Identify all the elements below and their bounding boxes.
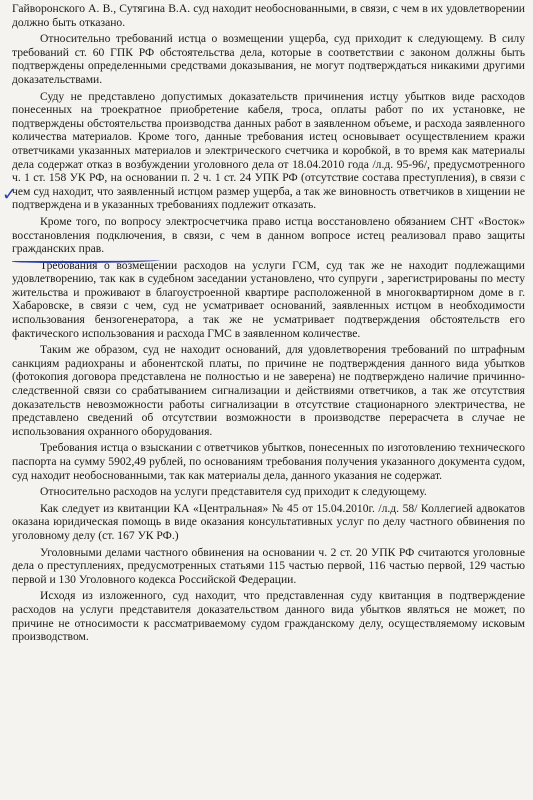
paragraph-3: Суду не представлено допустимых доказательств причинения истцу убытков виде расходов понесенных на троекратное приобретение кабеля, троса, оплаты работ по их установке, не подтверждены обстоятельства производства данных работ в заявленном объеме, и расхода заявленного количества материалов. Кроме того, данные требования истец основывает осуществлением кражи ответчиками указанных материалов и электрического счетчика и коробкой, в то время как материалы дела содержат отказ в возбуждении уголовного дела от 18.04.2010 года /л.д. 95-96/, предусмотренного ч. 1 ст. 158 УК РФ, на основании п. 2 ч. 1 ст. 24 УПК РФ (отсутствие состава преступления), в связи с чем суд находит, что заявленный истцом размер ущерба, а так же виновность ответчиков в хищении не подтверждена и в указанных требованиях подлежит отказать. [12,89,525,212]
paragraph-11: Исходя из изложенного, суд находит, что представленная суду квитанция в подтверждение расходов на услуги представителя доказательством данного вида убытков являться не может, по причине не относимости к рассматриваемому судом гражданскому делу, осуществляемому исковым производством. [12,589,525,644]
paragraph-8: Относительно расходов на услуги представителя суд приходит к следующему. [40,485,427,499]
paragraph-4: Кроме того, по вопросу электросчетчика право истца восстановлено обязанием СНТ «Восток» восстановления подключения, в связи, с чем в данном вопросе истец реализовал право защиты гражданских прав. [12,214,525,256]
paragraph-2: Относительно требований истца о возмещении ущерба, суд приходит к следующему. В силу требований ст. 60 ГПК РФ обстоятельства дела, которые в соответствии с законом должны быть подтверждены определенными средствами доказывания, не могут подтверждаться никакими другими доказательствами. [12,32,525,86]
paragraph-5: Требования о возмещении расходов на услуги ГСМ, суд так же не находит подлежащими удовлетворению, так как в судебном заседании установлено, что супруги , зарегистрированы по месту жительства и проживают в благоустроенной квартире расположенной в многоквартирном доме в г. Хабаровске, в связи с чем, суд не усматривает оснований, заявленных истцом в необходимости использования бензогенератора, а так же не усматривает подтверждения обстоятельств его фактического использования и расхода ГМС в заявленном количестве. [12,258,525,340]
paragraph-1: Гайворонского А. В., Сутягина В.А. суд находит необоснованными, в связи, с чем в их удовлетворении должно быть отказано. [12,2,525,29]
paragraph-9: Как следует из квитанции КА «Центральная» № 45 от 15.04.2010г. /л.д. 58/ Коллегией адвокатов оказана юридическая помощь в виде оказания консультативных услуг по делу частного обвинения по уголовному делу (ст. 167 УК РФ.) [12,501,525,542]
paragraph-6: Таким же образом, суд не находит оснований, для удовлетворения требований по штрафным санкциям радиохраны и абонентской платы, по причине не подтверждения данного вида убытков (фотокопия договора представлена не полностью и не заверена) не подтверждено наличие причинно-следственной связи со срабатыванием сигнализации и действиями ответчиков, а так же отсутствия доказательств невозможности работы сигнализации в отсутствие стационарного электричества, не представлено сведений об отсутствии возможности в производстве перерасчета в случае не использования охранного оборудования. [12,343,525,438]
handwritten-check-mark-icon: ✓ [2,184,18,205]
paragraph-10: Уголовными делами частного обвинения на основании ч. 2 ст. 20 УПК РФ считаются уголовные дела о преступлениях, предусмотренных статьями 115 частью первой, 116 частью первой, 129 частью первой и 130 Уголовного кодекса Российской Федерации. [12,545,525,586]
paragraph-7: Требования истца о взыскании с ответчиков убытков, понесенных по изготовлению технического паспорта на сумму 5902,49 рублей, по основаниям требования получения указанного документа судом, суд находит необоснованными, так как материалы дела, данного указания не содержат. [12,441,525,482]
